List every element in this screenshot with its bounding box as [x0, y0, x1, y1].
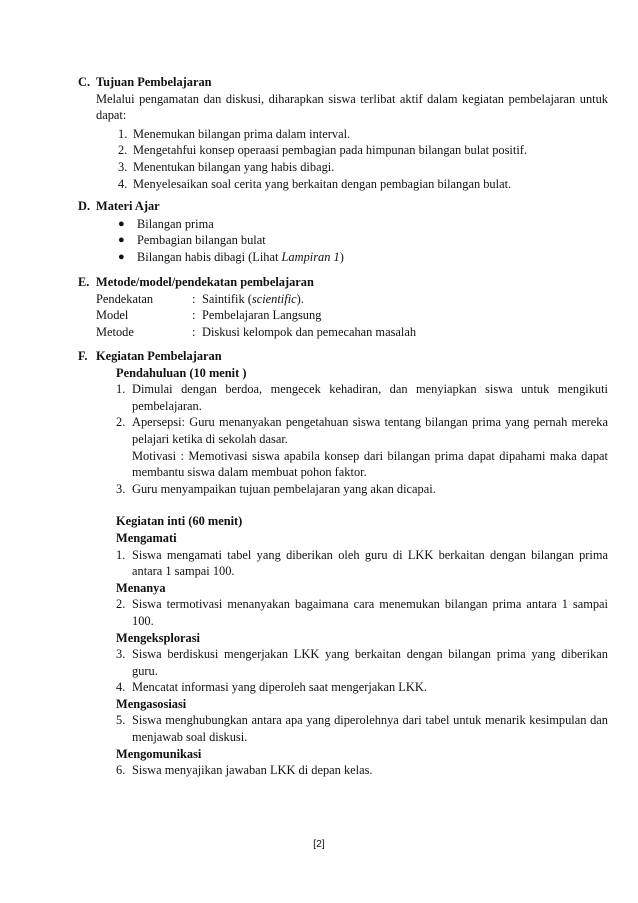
row-colon: :: [192, 324, 196, 339]
bullet-icon: ●: [118, 217, 125, 230]
item-text: Mencatat informasi yang diperoleh saat mengerjakan LKK.: [132, 680, 427, 695]
list-item: [78, 216, 608, 233]
item-number: 1.: [116, 382, 126, 397]
activity-item: [116, 414, 608, 447]
item-number: 4.: [116, 680, 126, 695]
activity-item: [116, 381, 608, 414]
motivasi-paragraph: [116, 448, 608, 481]
item-text: Siswa termotivasi menanyakan bagaimana cara menemukan bilangan prima antara 1 sampai 100.: [132, 597, 608, 628]
section-heading: [78, 74, 608, 91]
row-value: Diskusi kelompok dan pemecahan masalah: [202, 324, 417, 339]
section-letter: E.: [78, 275, 90, 289]
list-item: [78, 249, 608, 266]
item-text: Menemukan bilangan prima dalam interval.: [133, 126, 351, 141]
row-value: Saintifik (scientific).: [202, 291, 304, 306]
bullet-icon: ●: [118, 250, 125, 263]
subheading-pendahuluan: Pendahuluan (10 menit ): [116, 365, 247, 380]
item-number: 3.: [116, 481, 126, 496]
intro-paragraph: Melalui pengamatan dan diskusi, diharapkan siswa terlibat aktif dalam kegiatan pembelajaran untuk dapat:: [96, 91, 608, 123]
item-text: Apersepsi: Guru menanyakan pengetahuan siswa tentang bilangan prima yang pernah mereka pelajari ketika di sekolah dasar.: [132, 415, 608, 446]
item-text: Siswa menghubungkan antara apa yang diperolehnya dari tabel untuk menarik kesimpulan dan menjawab soal diskusi.: [132, 713, 608, 745]
section-title: Metode/model/pendekatan pembelajaran: [96, 275, 314, 289]
section-letter: D.: [78, 199, 91, 213]
item-number: 4.: [118, 176, 128, 191]
item-number: 5.: [116, 713, 126, 728]
activity-item: [116, 646, 608, 679]
subheading-kegiatan-inti: Kegiatan inti (60 menit): [116, 514, 243, 529]
activity-item: [116, 762, 608, 779]
section-heading: [78, 274, 608, 291]
row-colon: :: [192, 308, 196, 323]
activity-item: [116, 712, 608, 745]
item-tail-text: ): [339, 249, 344, 264]
section-letter: F.: [78, 349, 88, 363]
list-item: [78, 159, 608, 176]
item-text: Mengetahfui konsep operaasi pembagian pada himpunan bilangan bulat positif.: [133, 143, 527, 158]
item-italic-text: Lampiran 1: [281, 249, 340, 264]
list-item: [78, 142, 608, 159]
item-number: 3.: [118, 159, 128, 174]
objectives-list: [78, 126, 608, 192]
method-row: [78, 291, 608, 308]
item-number: 3.: [116, 647, 126, 662]
step-heading: Mengasosiasi: [116, 696, 187, 711]
step-heading: Menanya: [116, 580, 166, 595]
activity-item: [116, 596, 608, 629]
list-item: [78, 232, 608, 249]
step-heading: Mengamati: [116, 530, 177, 545]
page-number: [2]: [313, 838, 325, 850]
row-key: Pendekatan: [96, 291, 154, 306]
row-key: Metode: [96, 324, 134, 339]
item-text: Bilangan prima: [137, 216, 214, 231]
materials-list: [78, 216, 608, 266]
method-row: [78, 307, 608, 324]
list-item: [78, 176, 608, 193]
activity-item: [116, 679, 608, 696]
row-key: Model: [96, 308, 129, 323]
item-text: Pembagian bilangan bulat: [137, 233, 266, 248]
item-number: 2.: [118, 143, 128, 158]
section-kegiatan-pembelajaran: [78, 348, 608, 779]
method-row: [78, 324, 608, 341]
item-text: Siswa mengamati tabel yang diberikan oleh guru di LKK berkaitan dengan bilangan prima antara 1 sampai 100.: [132, 547, 608, 579]
item-text: Menyelesaikan soal cerita yang berkaitan dengan pembagian bilangan bulat.: [133, 176, 512, 191]
item-text: Dimulai dengan berdoa, mengecek kehadiran, dan menyiapkan siswa untuk mengikuti pembelajaran.: [132, 382, 608, 413]
item-text: Bilangan habis dibagi (Lihat: [137, 249, 282, 264]
section-materi-ajar: [78, 198, 608, 265]
section-heading: [78, 348, 608, 365]
item-number: 1.: [118, 126, 128, 141]
item-number: 2.: [116, 597, 126, 612]
item-text: Siswa berdiskusi mengerjakan LKK yang berkaitan dengan bilangan prima yang diberikan guru.: [132, 647, 608, 678]
item-number: 1.: [116, 547, 126, 562]
section-title: Materi Ajar: [96, 199, 160, 213]
section-tujuan-pembelajaran: [78, 74, 608, 192]
step-heading: Mengeksplorasi: [116, 630, 200, 645]
item-text: Siswa menyajikan jawaban LKK di depan kelas.: [132, 763, 373, 778]
section-metode: [78, 274, 608, 340]
section-title: Kegiatan Pembelajaran: [96, 349, 222, 363]
step-heading: Mengomunikasi: [116, 746, 202, 761]
item-text: Menentukan bilangan yang habis dibagi.: [133, 159, 335, 174]
list-item: [78, 126, 608, 143]
item-number: 2.: [116, 415, 126, 430]
bullet-icon: ●: [118, 234, 125, 247]
row-colon: :: [192, 291, 196, 306]
activity-item: [116, 547, 608, 580]
item-text: Guru menyampaikan tujuan pembelajaran yang akan dicapai.: [132, 481, 436, 496]
section-letter: C.: [78, 75, 91, 89]
section-title: Tujuan Pembelajaran: [96, 75, 212, 89]
activity-item: [116, 481, 608, 498]
item-number: 6.: [116, 763, 126, 778]
item-text: Motivasi : Memotivasi siswa apabila konsep dari bilangan prima dapat dipahami maka dapat membantu siswa dalam membuat pohon faktor.: [132, 448, 608, 480]
row-value: Pembelajaran Langsung: [202, 308, 322, 323]
section-heading: [78, 198, 608, 215]
